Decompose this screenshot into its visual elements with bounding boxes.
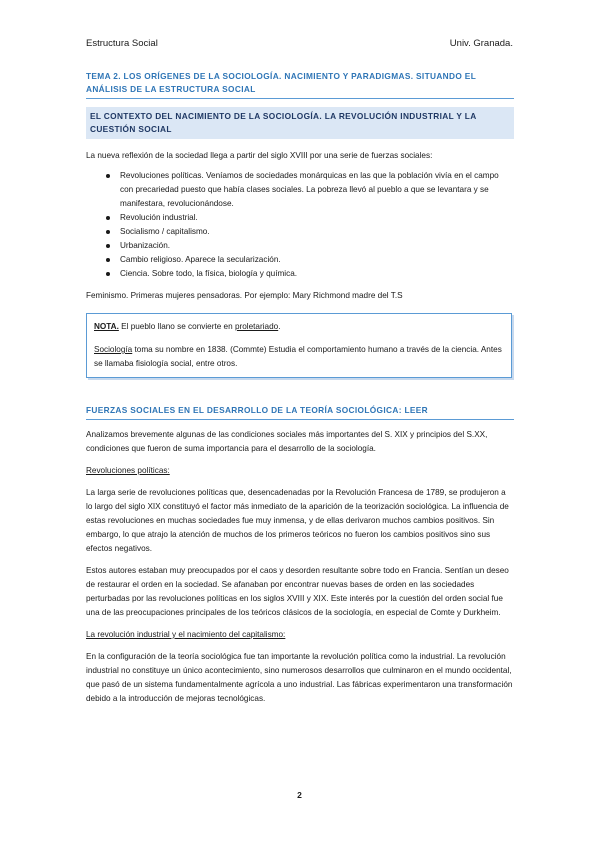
list-item: Revolución industrial. — [120, 211, 514, 225]
note-line-1 — [94, 320, 504, 334]
page-number: 2 — [297, 790, 302, 800]
note-proletariado: proletariado — [234, 322, 279, 331]
subheading-revoluciones-politicas: Revoluciones políticas: — [86, 466, 170, 475]
subheading-revolucion-industrial: La revolución industrial y el nacimiento del capitalismo: — [86, 630, 286, 639]
feminismo-line: Feminismo. Primeras mujeres pensadoras. Por ejemplo: Mary Richmond madre del T.S — [86, 291, 403, 300]
note-text-end: . — [278, 322, 281, 331]
document-body — [86, 70, 514, 706]
page-header — [86, 38, 513, 49]
note-label: NOTA. — [94, 322, 119, 331]
section-heading-contexto: EL CONTEXTO DEL NACIMIENTO DE LA SOCIOLOGÍA. LA REVOLUCIÓN INDUSTRIAL Y LA CUESTIÓN SOCIAL — [86, 107, 514, 139]
list-item: Urbanización. — [120, 239, 514, 253]
list-item: Cambio religioso. Aparece la secularización. — [120, 253, 514, 267]
paragraph-revolucion-industrial: En la configuración de la teoría sociológica fue tan importante la revolución política como la industrial. La revolución industrial no constituye un único acontecimiento, sino numerosos desarrollos que culminaron en el mundo occidental, que pasó de un sistema fundamentalmente agrícola a uno industrial. Las fábricas experimentaron una transformación debido a la introducción de mejoras tecnológicas. — [86, 652, 513, 703]
intro-paragraph: La nueva reflexión de la sociedad llega a partir del siglo XVIII por una serie de fuerzas sociales: — [86, 151, 433, 160]
list-item: Revoluciones políticas. Veníamos de sociedades monárquicas en las que la población vivía en el campo con precariedad puesto que había clases sociales. La pobreza llevó al pueblo a que se levantara y se manifestara, revolucionándose. — [120, 169, 514, 211]
note-box — [86, 313, 512, 378]
note-term-sociologia: Sociología — [94, 345, 133, 354]
section2-intro: Analizamos brevemente algunas de las condiciones sociales más importantes del S. XIX y principios del S.XX, condiciones que fueron de suma importancia para el desarrollo de la sociología. — [86, 430, 488, 453]
list-item: Socialismo / capitalismo. — [120, 225, 514, 239]
paragraph-revoluciones-2: Estos autores estaban muy preocupados por el caos y desorden resultante sobre todo en Francia. Sentían un deseo de restaurar el orden en la sociedad. Se afanaban por encontrar nuevas bases de orden en las sociedades perturbadas por las revoluciones políticas en los siglos XVIII y XIX. Este interés por la cuestión del orden social fue una de las preocupaciones principales de los teóricos clásicos de la sociología, en especial de Comte y Durkheim. — [86, 566, 509, 617]
header-university: Univ. Granada. — [449, 38, 513, 49]
header-course-title: Estructura Social — [86, 38, 158, 49]
paragraph-revoluciones-1: La larga serie de revoluciones políticas que, desencadenadas por la Revolución Francesa de 1789, se produjeron a lo largo del siglo XIX constituyó el factor más inmediato de la aparición de la teorización sociológica. La influencia de estas revoluciones en muchas sociedades fue muy inmensa, y de ellas derivaron muchos cambios positivos. Sin embargo, lo que atrajo la atención de muchos de los primeros teóricos no fueron los cambios positivos sino sus efectos negativos. — [86, 488, 509, 553]
social-forces-list — [86, 169, 514, 281]
tema-heading: TEMA 2. LOS ORÍGENES DE LA SOCIOLOGÍA. NACIMIENTO Y PARADIGMAS. SITUANDO EL ANÁLISIS DE LA ESTRUCTURA SOCIAL — [86, 70, 514, 99]
section-heading-fuerzas: FUERZAS SOCIALES EN EL DESARROLLO DE LA TEORÍA SOCIOLÓGICA: LEER — [86, 404, 514, 420]
note-definition: toma su nombre en 1838. (Commte) Estudia el comportamiento humano a través de la ciencia. Antes se llamaba fisiología social, entre otros. — [94, 345, 502, 368]
note-text: El pueblo llano se convierte en — [118, 322, 235, 331]
list-item: Ciencia. Sobre todo, la física, biología y química. — [120, 267, 514, 281]
note-line-2 — [94, 343, 504, 371]
